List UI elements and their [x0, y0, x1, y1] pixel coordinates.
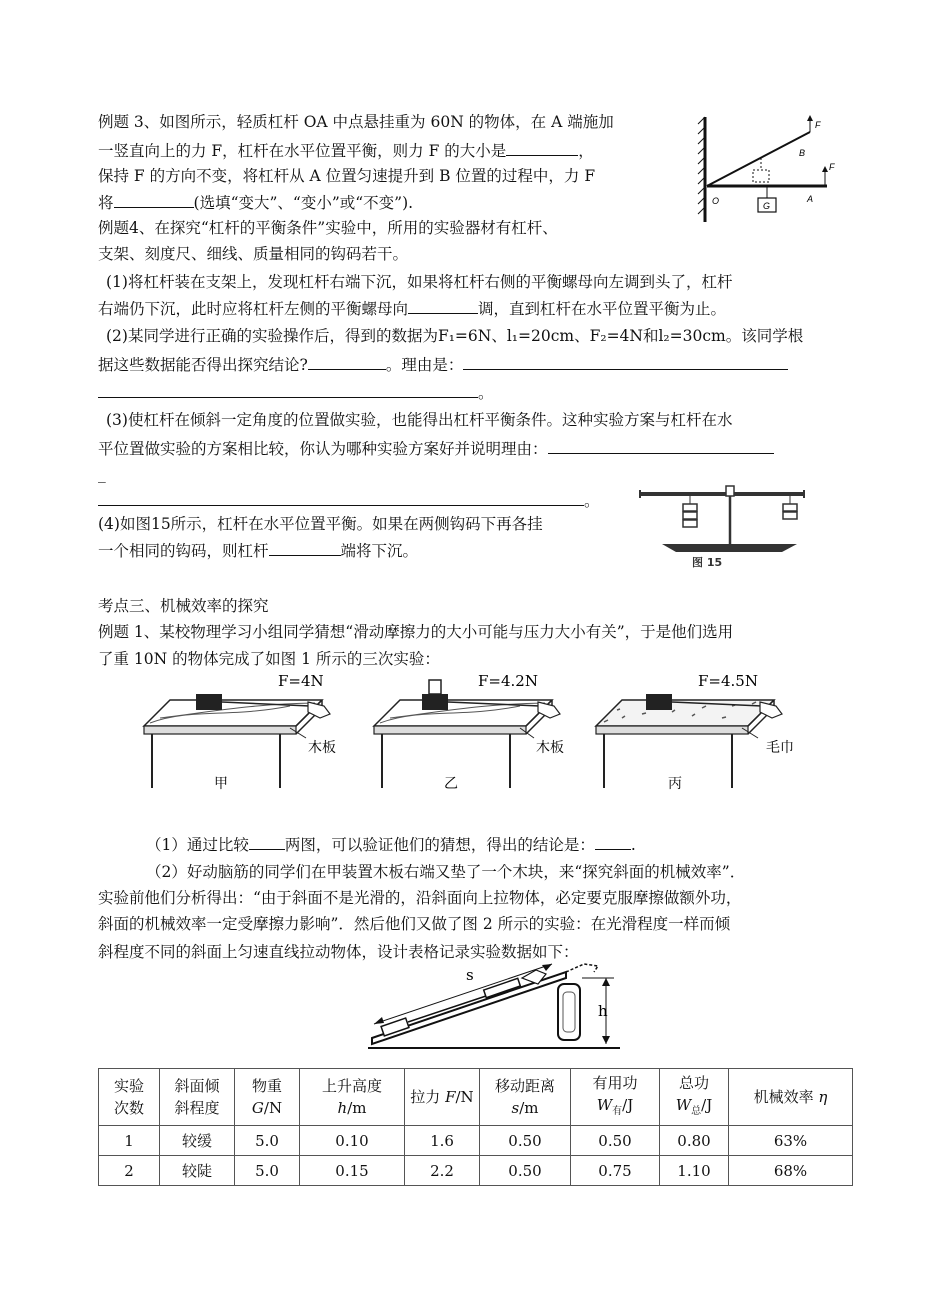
p1-blank-2[interactable]: [595, 832, 631, 850]
table-cell: 0.80: [660, 1126, 729, 1156]
weight-on-block: [429, 680, 441, 694]
s-label: s: [466, 966, 474, 984]
ex4-q3-end: 。: [584, 492, 600, 510]
p1-text-b: 两图，可以验证他们的猜想，得出的结论是：: [284, 836, 595, 854]
ex4-q4-blank[interactable]: [269, 538, 341, 556]
table-cell: 0.50: [480, 1156, 571, 1186]
ex3-line-2-text: 一竖直向上的力 F，杠杆在水平位置平衡，则力 F 的大小是: [98, 142, 507, 160]
header-height: 上升高度 h/m: [300, 1069, 405, 1126]
ex3-line-4-text: (选填“变大”、“变小”或“不变”).: [193, 194, 414, 212]
header-distance: 移动距离 s/m: [480, 1069, 571, 1126]
table-cell: 63%: [729, 1126, 853, 1156]
panel-label-jia: 甲: [214, 776, 228, 792]
table-cell: 5.0: [235, 1156, 300, 1186]
ex3-line-4-start: 将: [98, 194, 114, 212]
p2-line-1: （2）好动脑筋的同学们在甲装置木板右端又垫了一个木块，来“探究斜面的机械效率”．: [146, 863, 746, 881]
figure-2-inclined-plane: [366, 944, 622, 1054]
header-trial: 实验 次数: [99, 1069, 160, 1126]
table-cell: 0.10: [300, 1126, 405, 1156]
block-bing: [646, 694, 672, 710]
ex4-q2-line-3: [98, 380, 494, 405]
force-label-jia: F=4N: [278, 672, 324, 690]
efficiency-table: [98, 1068, 853, 1186]
ex4-q3-line-4: [98, 488, 600, 513]
header-efficiency: 机械效率 η: [729, 1069, 853, 1126]
p2-line-2: 实验前他们分析得出：“由于斜面不是光滑的，沿斜面向上拉物体，必定要克服摩擦做额外功，: [98, 889, 742, 907]
ex4-q2-line-1: (2)某同学进行正确的实验操作后，得到的数据为F₁=6N、l₁=20cm、F₂=4N和l₂=30cm。该同学根: [106, 327, 804, 345]
ex4-line-2: 支架、刻度尺、细线、质量相同的钩码若干。: [98, 245, 409, 263]
ex4-q4-line-1: (4)如图15所示，杠杆在水平位置平衡。如果在两侧钩码下再各挂: [98, 515, 543, 533]
panel-label-yi: 乙: [444, 776, 458, 792]
panel-jia: [144, 672, 336, 792]
ex4-q2-blank-3[interactable]: [98, 380, 478, 398]
ex4-q1-text: 右端仍下沉，此时应将杠杆左侧的平衡螺母向: [98, 300, 409, 318]
surface-label-bing: 毛巾: [766, 740, 794, 756]
table-cell: 1.10: [660, 1156, 729, 1186]
ex4-q1-blank[interactable]: [408, 296, 478, 314]
ex4-q1-end: 调，直到杠杆在水平位置平衡为止。: [478, 300, 727, 318]
table-cell: 较缓: [160, 1126, 235, 1156]
ex3-answer-blank-1[interactable]: [506, 138, 578, 156]
label-g: G: [763, 201, 771, 211]
header-weight: 物重 G/N: [235, 1069, 300, 1126]
p2-line-3: 斜面的机械效率一定受摩擦力影响”．然后他们又做了图 2 所示的实验：在光滑程度一样而倾: [98, 915, 731, 933]
table-cell: 2.2: [405, 1156, 480, 1186]
label-f-top: F: [815, 120, 821, 130]
ex4-q4-end: 端将下沉。: [340, 542, 419, 560]
ex4-q4-text: 一个相同的钩码，则杠杆: [98, 542, 269, 560]
label-b: B: [799, 148, 806, 158]
header-pull: 拉力 F/N: [405, 1069, 480, 1126]
block-yi: [422, 694, 448, 710]
table-cell: 5.0: [235, 1126, 300, 1156]
table-cell: 0.15: [300, 1156, 405, 1186]
ex4-q3-line-1: (3)使杠杆在倾斜一定角度的位置做实验，也能得出杠杆平衡条件。这种实验方案与杠杆在水: [106, 411, 733, 429]
figure-15: [632, 484, 812, 570]
header-slope: 斜面倾 斜程度: [160, 1069, 235, 1126]
p1-blank-1[interactable]: [249, 832, 285, 850]
ex4-q3-blank-2[interactable]: [98, 488, 584, 506]
label-a: A: [807, 194, 814, 204]
surface-label-yi: 木板: [536, 740, 564, 756]
p1-line: [146, 832, 636, 857]
label-f-right: F: [829, 162, 835, 172]
surface-label-jia: 木板: [308, 740, 336, 756]
ex4-q4-line-2: [98, 538, 418, 563]
ex3-line-2: [98, 138, 594, 163]
p1-text-c: .: [630, 836, 636, 854]
kd3-title: 考点三、机械效率的探究: [98, 597, 269, 615]
ex4-q2-reason-label: 。理由是：: [385, 356, 464, 374]
ex4-q2-blank-2[interactable]: [463, 352, 788, 370]
ex4-q3-text: 平位置做实验的方案相比较，你认为哪种实验方案好并说明理由：: [98, 440, 548, 458]
ex3-line-3: 保持 F 的方向不变，将杠杆从 A 位置匀速提升到 B 位置的过程中，力 F: [98, 167, 596, 185]
table-header-row: [99, 1069, 853, 1126]
ex3-line-2-end: ，: [578, 142, 594, 160]
s-dimension-line: [374, 964, 552, 1024]
figure-1-friction-experiments: [130, 668, 820, 794]
panel-label-bing: 丙: [668, 776, 682, 792]
table-cell: 较陡: [160, 1156, 235, 1186]
label-o: O: [712, 196, 720, 206]
lever-figure: [695, 112, 855, 224]
block-jia: [196, 694, 222, 710]
table-cell: 2: [99, 1156, 160, 1186]
kd3-ex1-line-2: 了重 10N 的物体完成了如图 1 所示的三次实验：: [98, 650, 440, 668]
ex4-q2-blank-1[interactable]: [308, 352, 386, 370]
ex4-q3-line-2: [98, 436, 774, 461]
ex4-q2-end: 。: [478, 384, 494, 402]
panel-yi: [374, 672, 564, 792]
header-total-work: 总功 $W_总/J$: [660, 1069, 729, 1126]
ex4-q2-line-2: [98, 352, 788, 377]
p1-text-a: （1）通过比较: [146, 836, 249, 854]
ex4-line-1: 例题4、在探究“杠杆的平衡条件”实验中，所用的实验器材有杠杆、: [98, 219, 558, 237]
ex3-line-1: 例题 3、如图所示，轻质杠杆 OA 中点悬挂重为 60N 的物体，在 A 端施加: [98, 113, 614, 131]
table-cell: 0.50: [480, 1126, 571, 1156]
header-useful-work: 有用功 $W_有/J$: [571, 1069, 660, 1126]
table-cell: 0.75: [571, 1156, 660, 1186]
table-cell: 0.50: [571, 1126, 660, 1156]
ex4-q2-text: 据这些数据能否得出探究结论?: [98, 356, 308, 374]
table-cell: 1: [99, 1126, 160, 1156]
ex4-q3-line-3: _: [98, 465, 106, 483]
kd3-ex1-line-1: 例题 1、某校物理学习小组同学猜想“滑动摩擦力的大小可能与压力大小有关”，于是他们选用: [98, 623, 734, 641]
p2-line-4: 斜程度不同的斜面上匀速直线拉动物体，设计表格记录实验数据如下：: [98, 943, 579, 961]
panel-bing: [596, 672, 794, 792]
stand-base: [662, 544, 797, 552]
table-cell: 1.6: [405, 1126, 480, 1156]
h-label: h: [598, 1002, 608, 1020]
force-label-yi: F=4.2N: [478, 672, 538, 690]
ex4-q1-line-1: (1)将杠杆装在支架上，发现杠杆右端下沉，如果将杠杆右侧的平衡螺母向左调到头了，杠杆: [106, 273, 733, 291]
table-row: [99, 1126, 853, 1156]
ex3-answer-blank-2[interactable]: [114, 190, 194, 208]
force-label-bing: F=4.5N: [698, 672, 758, 690]
table-row: [99, 1156, 853, 1186]
ex4-q3-blank-1[interactable]: [548, 436, 774, 454]
ex4-q1-line-2: [98, 296, 726, 321]
table-cell: 68%: [729, 1156, 853, 1186]
lever-raised: [707, 132, 810, 186]
figure-15-caption: 图 15: [692, 556, 723, 569]
ex3-line-4: [98, 190, 413, 215]
